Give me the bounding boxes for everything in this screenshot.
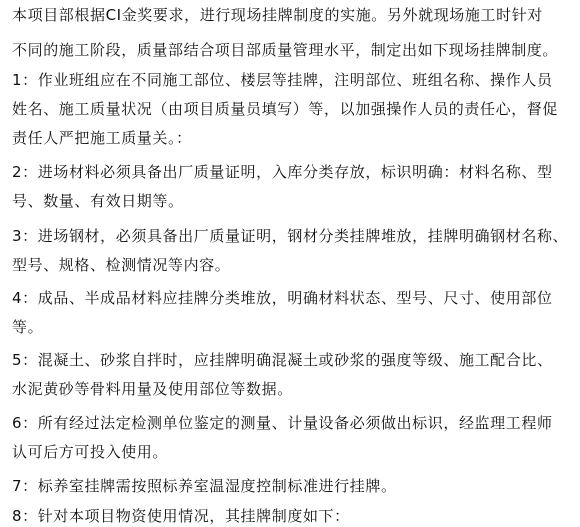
item-1-line-1: 1：作业班组应在不同施工部位、楼层等挂牌，注明部位、班组名称、操作人员 bbox=[12, 71, 553, 89]
item-5-line-2: 水泥黄砂等骨料用量及使用部位等数据。 bbox=[12, 380, 293, 398]
item-1-line-2: 姓名、施工质量状况（由项目质量员填写）等，以加强操作人员的责任心，督促 bbox=[12, 100, 559, 118]
item-6-line-1: 6：所有经过法定检测单位鉴定的测量、计量设备必须做出标识，经监理工程师 bbox=[12, 414, 553, 432]
item-2-line-2: 号、数量、有效日期等。 bbox=[12, 192, 184, 210]
item-2-line-1: 2：进场材料必须具备出厂质量证明，入库分类存放，标识明确：材料名称、型 bbox=[12, 163, 553, 181]
item-5-line-1: 5：混凝土、砂浆自拌时，应挂牌明确混凝土或砂浆的强度等级、施工配合比、 bbox=[12, 351, 553, 369]
item-3-line-1: 3：进场钢材，必须具备出厂质量证明，钢材分类挂牌堆放，挂牌明确钢材名称、 bbox=[12, 227, 569, 245]
paragraph-intro-line-2: 不同的施工阶段，质量部结合项目部质量管理水平，制定出如下现场挂牌制度。 bbox=[12, 41, 559, 59]
item-6-line-2: 认可后方可投入使用。 bbox=[12, 443, 169, 461]
item-7-line-1: 7：标养室挂牌需按照标养室温湿度控制标准进行挂牌。 bbox=[12, 477, 397, 495]
item-8-line-1: 8：针对本项目物资使用情况，其挂牌制度如下： bbox=[12, 507, 350, 525]
item-3-line-2: 型号、规格、检测情况等内容。 bbox=[12, 256, 231, 274]
item-1-line-3: 责任人严把施工质量关。： bbox=[12, 129, 192, 147]
item-4-line-1: 4：成品、半成品材料应挂牌分类堆放，明确材料状态、型号、尺寸、使用部位 bbox=[12, 289, 553, 307]
paragraph-intro-line-1: 本项目部根据CI金奖要求，进行现场挂牌制度的实施。另外就现场施工时针对 bbox=[12, 6, 543, 24]
item-4-line-2: 等。 bbox=[12, 318, 44, 336]
